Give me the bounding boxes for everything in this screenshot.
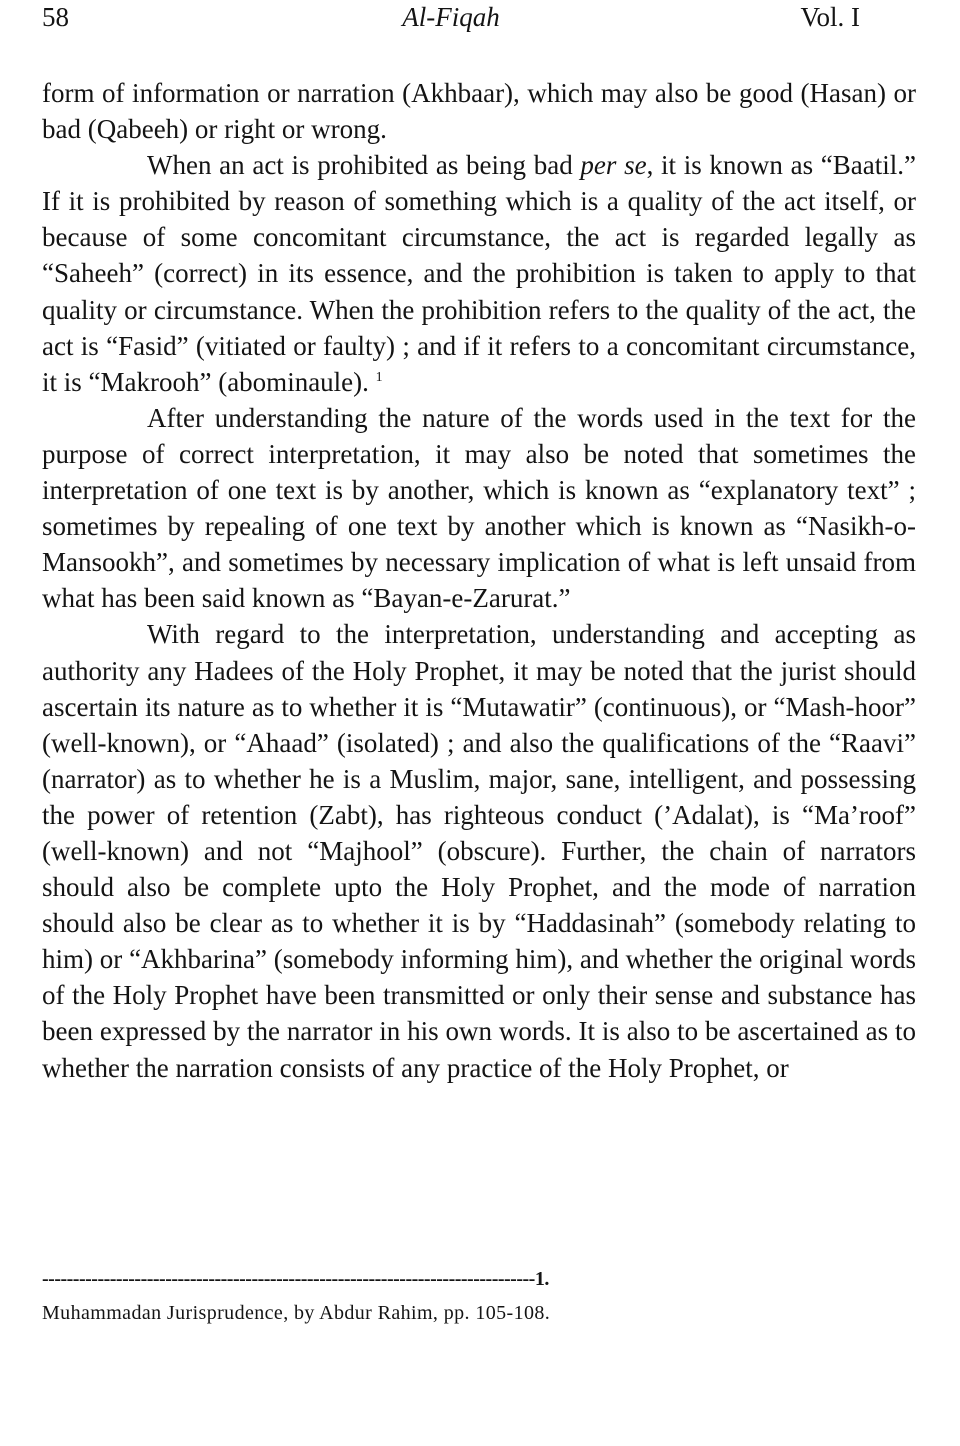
paragraph-text: , it is known as “Baatil.” If it is prohibited by reason of something which is a quality of the act itself, or because of some concomitant circumstance, the act is regarded legally as “Saheeh” (correct) in its essence, and the prohibition is taken to apply to that quality or circumstance. When the prohibition refers to the quality of the act, the act is “Fasid” (vitiated or faulty) ; and if it refers to a concomitant circumstance, it is “Makrooh” (abominaule). <box>42 150 917 397</box>
paragraph-text: When an act is prohibited as being bad <box>147 150 581 181</box>
paragraph <box>42 147 916 400</box>
paragraph: With regard to the interpretation, understanding and accepting as authority any Hadees of the Holy Prophet, it may be noted that the jurist should ascertain its nature as to whether it is “Mutawatir” (continuous), or “Mash-hoor” (well-known), or “Ahaad” (isolated) ; and also the qualifications of the “Raavi” (narrator) as to whether he is a Muslim, major, sane, intelligent, and possessing the power of retention (Zabt), has righteous conduct (’Adalat), is “Ma’roof” (well-known) and not “Majhool” (obscure). Further, the chain of narrators should also be complete upto the Holy Prophet, and the mode of narration should also be clear as to whether it is by “Haddasinah” (somebody relating to him) or “Akhbarina” (somebody informing him), and whether the original words of the Holy Prophet have been transmitted or only their sense and substance has been expressed by the narrator in his own words. It is also to be ascertained as to whether the narration consists of any practice of the Holy Prophet, or <box>42 619 916 1083</box>
footnote-text: Muhammadan Jurisprudence, by Abdur Rahim, pp. 105-108. <box>42 1302 551 1324</box>
paragraph: After understanding the nature of the words used in the text for the purpose of correct interpretation, it may also be noted that sometimes the interpretation of one text is by another, which is known as “explanatory text” ; sometimes by repealing of one text by another which is known as “Nasikh-o-Mansookh”, and sometimes by necessary implication of what is left unsaid from what has been said known as “Bayan-e-Zarurat.” <box>42 402 916 614</box>
page-body <box>42 75 916 1086</box>
italic-term: per se <box>580 150 647 181</box>
paragraph: form of information or narration (Akhbaar), which may also be good (Hasan) or bad (Qabeeh) or right or wrong. <box>42 78 916 145</box>
volume-label: Vol. I <box>800 2 860 32</box>
running-title: Al-Fiqah <box>402 2 500 32</box>
footnote-marker: 1 <box>375 369 383 385</box>
footnote-separator: --------------------------------------------------------------------------------1. <box>42 1268 549 1290</box>
page-header <box>42 2 860 42</box>
page-number: 58 <box>42 2 69 32</box>
